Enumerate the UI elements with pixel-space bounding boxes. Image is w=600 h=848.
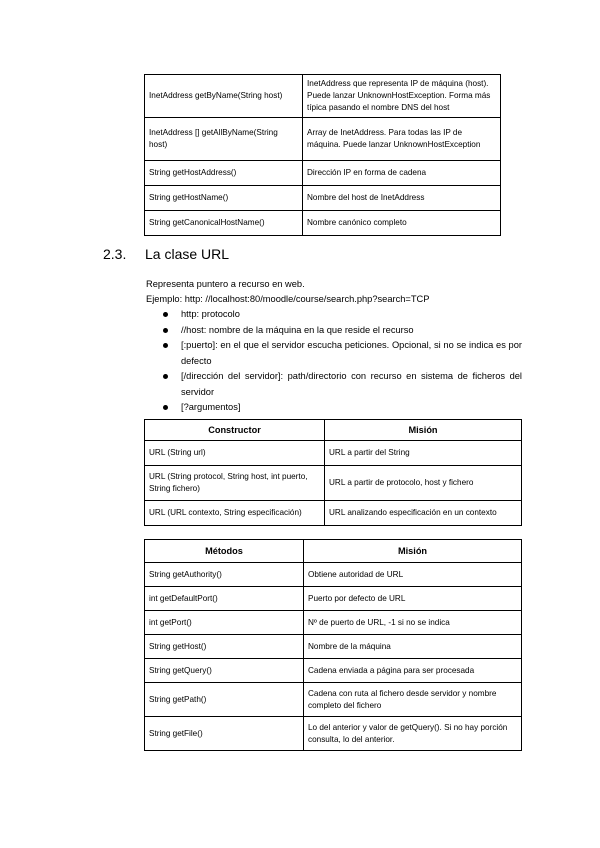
- column-header: Misión: [304, 540, 522, 563]
- table-row: [145, 211, 501, 236]
- description-cell: Array de InetAddress. Para todas las IP de máquina. Puede lanzar UnknownHostException: [303, 118, 501, 161]
- method-cell: int getDefaultPort(): [145, 587, 304, 611]
- mission-cell: URL analizando especificación en un contexto: [325, 501, 522, 526]
- list-item: //host: nombre de la máquina en la que reside el recurso: [146, 323, 522, 339]
- intro-paragraph: Representa puntero a recurso en web.: [146, 279, 305, 289]
- mission-cell: Cadena enviada a página para ser procesada: [304, 659, 522, 683]
- method-cell: String getQuery(): [145, 659, 304, 683]
- constructor-cell: URL (URL contexto, String especificación): [145, 501, 325, 526]
- section-heading: [103, 246, 229, 262]
- mission-cell: URL a partir de protocolo, host y fichero: [325, 466, 522, 501]
- mission-cell: Obtiene autoridad de URL: [304, 563, 522, 587]
- url-constructor-table: [144, 419, 522, 526]
- mission-cell: Lo del anterior y valor de getQuery(). Si no hay porción consulta, lo del anterior.: [304, 717, 522, 751]
- bullet-icon: [163, 405, 168, 410]
- list-item: [:puerto]: en el que el servidor escucha peticiones. Opcional, si no se indica es por defecto: [146, 338, 522, 369]
- table-row: [145, 659, 522, 683]
- table-row: [145, 587, 522, 611]
- table-row: [145, 635, 522, 659]
- description-cell: Dirección IP en forma de cadena: [303, 161, 501, 186]
- mission-cell: Puerto por defecto de URL: [304, 587, 522, 611]
- method-cell: String getHost(): [145, 635, 304, 659]
- constructor-cell: URL (String url): [145, 441, 325, 466]
- mission-cell: Cadena con ruta al fichero desde servidor y nombre completo del fichero: [304, 683, 522, 717]
- method-cell: String getPath(): [145, 683, 304, 717]
- mission-cell: Nº de puerto de URL, -1 si no se indica: [304, 611, 522, 635]
- bullet-icon: [163, 343, 168, 348]
- constructor-cell: URL (String protocol, String host, int puerto, String fichero): [145, 466, 325, 501]
- description-cell: InetAddress que representa IP de máquina (host). Puede lanzar UnknownHostException. Forma más típica pasando el nombre DNS del host: [303, 75, 501, 118]
- description-cell: Nombre del host de InetAddress: [303, 186, 501, 211]
- method-cell: int getPort(): [145, 611, 304, 635]
- table-header-row: [145, 420, 522, 441]
- section-number: 2.3.: [103, 246, 127, 262]
- method-cell: String getHostName(): [145, 186, 303, 211]
- list-item: http: protocolo: [146, 307, 522, 323]
- column-header: Métodos: [145, 540, 304, 563]
- list-item: [?argumentos]: [146, 400, 522, 416]
- table-header-row: [145, 540, 522, 563]
- list-item: [/dirección del servidor]: path/directorio con recurso en sistema de ficheros del servidor: [146, 369, 522, 400]
- example-paragraph: Ejemplo: http: //localhost:80/moodle/course/search.php?search=TCP: [146, 294, 430, 304]
- table-row: [145, 118, 501, 161]
- table-row: [145, 717, 522, 751]
- inetaddress-methods-table: [144, 74, 501, 236]
- bullet-icon: [163, 312, 168, 317]
- bullet-icon: [163, 374, 168, 379]
- column-header: Constructor: [145, 420, 325, 441]
- method-cell: String getHostAddress(): [145, 161, 303, 186]
- table-row: [145, 161, 501, 186]
- method-cell: String getAuthority(): [145, 563, 304, 587]
- mission-cell: URL a partir del String: [325, 441, 522, 466]
- table-row: [145, 186, 501, 211]
- table-row: [145, 563, 522, 587]
- url-parts-list: [146, 307, 522, 416]
- table-row: [145, 683, 522, 717]
- table-row: [145, 611, 522, 635]
- description-cell: Nombre canónico completo: [303, 211, 501, 236]
- column-header: Misión: [325, 420, 522, 441]
- table-row: [145, 466, 522, 501]
- table-row: [145, 75, 501, 118]
- bullet-icon: [163, 328, 168, 333]
- method-cell: String getCanonicalHostName(): [145, 211, 303, 236]
- url-methods-table: [144, 539, 522, 751]
- method-cell: InetAddress [] getAllByName(String host): [145, 118, 303, 161]
- table-row: [145, 501, 522, 526]
- method-cell: String getFile(): [145, 717, 304, 751]
- method-cell: InetAddress getByName(String host): [145, 75, 303, 118]
- table-row: [145, 441, 522, 466]
- mission-cell: Nombre de la máquina: [304, 635, 522, 659]
- section-title: La clase URL: [145, 246, 230, 262]
